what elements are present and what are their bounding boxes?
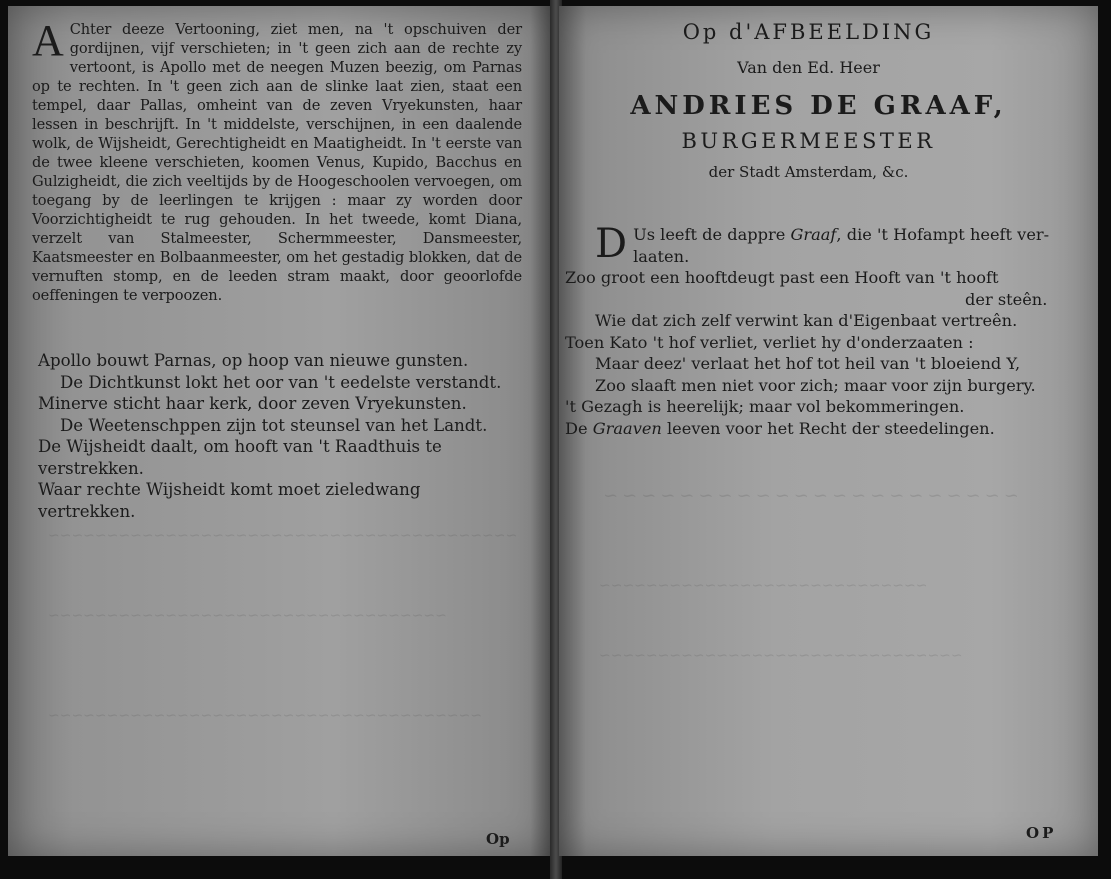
left-verse [38, 350, 524, 522]
left-page [8, 6, 552, 856]
verse-text: , die 't Hofampt heeft ver- [836, 225, 1050, 244]
verse-line: Apollo bouwt Parnas, op hoop van nieuwe gunsten. [38, 351, 469, 370]
drop-cap: A [32, 16, 64, 65]
catchword: Op [486, 830, 510, 848]
description-paragraph [32, 16, 522, 305]
verse-line [595, 224, 1075, 246]
verse-line: Zoo slaaft men niet voor zich; maar voor zijn burgery. [595, 375, 1036, 395]
verse-italic: Graaf [790, 225, 837, 244]
verse-line: De Wijsheidt daalt, om hooft van 't Raadthuis te verstrekken. [38, 437, 442, 478]
verse-line [565, 418, 1075, 440]
verse-text: De [565, 418, 593, 438]
verse-line: der steên. [965, 289, 1048, 309]
heading-line: Op d'AFBEELDING [682, 20, 935, 44]
bleed-through: ~~~~~~~~~~~~~~~~~~~~~~~~~~~~~~~~~~ [48, 608, 447, 624]
drop-cap: D [595, 221, 628, 267]
right-page [559, 6, 1098, 856]
verse-line: Minerve sticht haar kerk, door zeven Vryekunsten. [38, 394, 467, 413]
verse-line: De Dichtkunst lokt het oor van 't eedelste verstandt. [60, 372, 502, 392]
bleed-through: ~~~~~~~~~~~~~~~~~~~~~~~~~~~~~~~ [599, 648, 963, 664]
poem-heading [559, 20, 1098, 181]
verse-line: Maar deez' verlaat het hof tot heil van 't bloeiend Y, [595, 354, 1021, 373]
verse-text: leeven voor het Recht der steedelingen. [661, 418, 995, 438]
verse-text: Us leeft de dappre [633, 225, 791, 244]
heading-line: Van den Ed. Heer [737, 58, 880, 77]
bleed-through: ~~~~~~~~~~~~~~~~~~~~~~~~~~~~ [599, 578, 928, 594]
right-verse [565, 221, 1075, 439]
description-text: Chter deeze Vertooning, ziet men, na 't opschuiven der gordijnen, vijf verschieten; in 't geen zich aan de rechte zy vertoont, is Apollo met de neegen Muzen beezig, om Parnas op te rechten. In 't geen zich aan de slinke laat zien, staat een tempel, daar Pallas, omheint van de zeven Vryekunsten, haar lessen in beschrijft. In 't middelste, verschijnen, in een daalende wolk, de Wijsheidt, Gerechtigheidt en Maatigheidt. In 't eerste van de twee kleene verschieten, koomen Venus, Kupido, Bacchus en Gulzigheidt, die zich veeltijds by de Hoogeschoolen vervoegen, om toegang by de leerlingen te krijgen : maar zy worden door Voorzichtigheidt te rug gehouden. In het tweede, komt Diana, verzelt van Stalmeester, Schermmeester, Dansmeester, Kaatsmeester en Bolbaanmeester, om het gestadig blokken, dat de vernuften stomp, en de leeden stram maakt, door geoorlofde oeffeningen te verpoozen. [32, 21, 522, 304]
verse-line: Toen Kato 't hof verliet, verliet hy d'onderzaaten : [565, 332, 974, 352]
verse-line: laaten. [633, 246, 690, 266]
catchword: OP [1026, 824, 1057, 842]
verse-italic: Graaven [592, 418, 662, 438]
verse-line: De Weetenschppen zijn tot steunsel van het Landt. [60, 415, 488, 435]
bleed-through: ~~~~~~~~~~~~~~~~~~~~~~ [599, 485, 1019, 506]
heading-name: ANDRIES DE GRAAF, [630, 91, 1007, 121]
verse-line: Zoo groot een hooftdeugt past een Hooft van 't hooft [565, 268, 999, 287]
heading-line: der Stadt Amsterdam, &c. [708, 163, 909, 181]
heading-office: BURGERMEESTER [681, 129, 936, 153]
verse-line: Wie dat zich zelf verwint kan d'Eigenbaat vertreên. [595, 311, 1018, 330]
verse-line: 't Gezagh is heerelijk; maar vol bekommeringen. [565, 397, 965, 416]
bleed-through: ~~~~~~~~~~~~~~~~~~~~~~~~~~~~~~~~~~~~~~~~ [48, 528, 518, 544]
verse-line: Waar rechte Wijsheidt komt moet zieledwang vertrekken. [38, 480, 421, 521]
bleed-through: ~~~~~~~~~~~~~~~~~~~~~~~~~~~~~~~~~~~~~ [48, 708, 483, 724]
